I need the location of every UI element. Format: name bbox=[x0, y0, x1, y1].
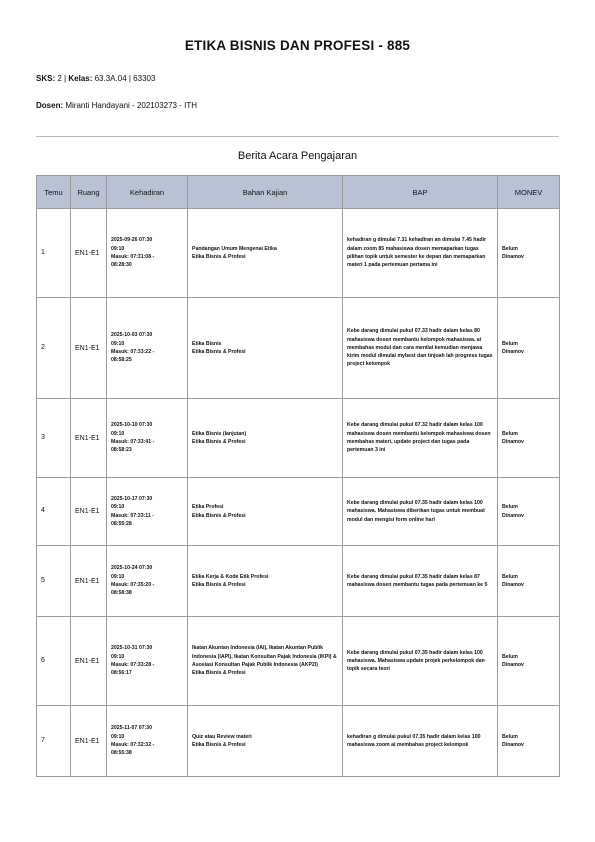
meeting-number: 1 bbox=[37, 209, 71, 298]
study-material: Etika Bisnis (lanjutan) Etika Bisnis & Profesi bbox=[188, 399, 343, 478]
kelas-label: Kelas bbox=[68, 74, 90, 83]
course-title: ETIKA BISNIS DAN PROFESI - 885 bbox=[184, 38, 411, 53]
course-info-line: SKS: 2 | Kelas: 63.3A.04 | 63303 bbox=[36, 74, 156, 83]
meeting-number: 4 bbox=[37, 478, 71, 546]
study-material: Etika Profesi Etika Bisnis & Profesi bbox=[188, 478, 343, 546]
sks-value: 2 bbox=[57, 74, 62, 83]
meeting-number: 5 bbox=[37, 546, 71, 617]
header-kehadiran: Kehadiran bbox=[107, 176, 188, 209]
header-bahan-kajian: Bahan Kajian bbox=[188, 176, 343, 209]
table-row bbox=[37, 209, 560, 298]
attendance: 2025-09-26 07:30 09:10 Masuk: 07:31:08 - 08:28:30 bbox=[107, 209, 188, 298]
attendance: 2025-11-07 07:30 09:10 Masuk: 07:32:32 - 08:55:38 bbox=[107, 706, 188, 777]
course-code: 63303 bbox=[133, 74, 156, 83]
table-row bbox=[37, 298, 560, 399]
header-temu: Temu bbox=[37, 176, 71, 209]
monev-status: Belum Dinamov bbox=[498, 399, 560, 478]
bap-notes: Kebe darang dimulai pukul 07.35 hadir dalam kelas 100 mahasiswa. Mahasiswa diberikan tugas untuk membuat modul dan mengisi form online hari bbox=[343, 478, 498, 546]
divider bbox=[36, 136, 559, 137]
dosen-label: Dosen bbox=[36, 101, 61, 110]
header-monev: MONEV bbox=[498, 176, 560, 209]
dosen-value: Miranti Handayani - 202103273 - ITH bbox=[65, 101, 197, 110]
study-material: Ikatan Akuntan Indonesia (IAI), Ikatan Akuntan Publik Indonesia (IAPI), Ikatan Konsultan Pajak Indonesia (IKPI) & Asosiasi Konsultan Pajak Publik Indonesia (AKP2I) Etika Bisnis & Profesi bbox=[188, 617, 343, 706]
study-material: Etika Kerja & Kode Etik Profesi Etika Bisnis & Profesi bbox=[188, 546, 343, 617]
study-material: Quiz atau Review materi Etika Bisnis & Profesi bbox=[188, 706, 343, 777]
header-bap: BAP bbox=[343, 176, 498, 209]
study-material: Etika Bisnis Etika Bisnis & Profesi bbox=[188, 298, 343, 399]
bap-notes: Kebe darang dimulai pukul 07.35 hadir dalam kelas 87 mahasiswa dosen membantu tugas pada pertemuan ke 5 bbox=[343, 546, 498, 617]
study-material: Pandangan Umum Mengenai Etika Etika Bisnis & Profesi bbox=[188, 209, 343, 298]
meeting-number: 3 bbox=[37, 399, 71, 478]
table-row bbox=[37, 478, 560, 546]
attendance: 2025-10-17 07:30 09:10 Masuk: 07:33:11 - 08:55:28 bbox=[107, 478, 188, 546]
room: EN1-E1 bbox=[71, 209, 107, 298]
section-title: Berita Acara Pengajaran bbox=[237, 150, 358, 162]
attendance: 2025-10-03 07:30 09:10 Masuk: 07:33:22 - 08:58:25 bbox=[107, 298, 188, 399]
room: EN1-E1 bbox=[71, 617, 107, 706]
room: EN1-E1 bbox=[71, 478, 107, 546]
room: EN1-E1 bbox=[71, 298, 107, 399]
meeting-number: 6 bbox=[37, 617, 71, 706]
attendance: 2025-10-24 07:30 09:10 Masuk: 07:35:20 - 08:58:38 bbox=[107, 546, 188, 617]
monev-status: Belum Dinamov bbox=[498, 298, 560, 399]
meeting-number: 7 bbox=[37, 706, 71, 777]
attendance: 2025-10-31 07:30 09:10 Masuk: 07:33:28 - 08:56:17 bbox=[107, 617, 188, 706]
room: EN1-E1 bbox=[71, 546, 107, 617]
table-row bbox=[37, 546, 560, 617]
monev-status: Belum Dinamov bbox=[498, 546, 560, 617]
attendance: 2025-10-10 07:30 09:10 Masuk: 07:33:41 - 08:58:23 bbox=[107, 399, 188, 478]
teaching-report-table bbox=[36, 175, 560, 777]
table-row bbox=[37, 399, 560, 478]
bap-notes: kehadiran g dimulai 7.31 kehadiran an dimulai 7.45 hadir dalam zoom 85 mahasiswa dosen memaparkan tugas pilihan topik untuk semester ke depan dan memaparkan materi 1 pada pertemuan pertama ini bbox=[343, 209, 498, 298]
monev-status: Belum Dinamov bbox=[498, 706, 560, 777]
bap-notes: Kebe darang dimulai pukul 07.33 hadir dalam kelas 80 mahasiswa dosen membantu kelompok mahasiswa. ai membahas modul dan cara menilai kemudian menjawa kirim modul dimulai mybest dan tinjoah lah progress tugas project kelompok bbox=[343, 298, 498, 399]
monev-status: Belum Dinamov bbox=[498, 478, 560, 546]
lecturer-line: Dosen: Miranti Handayani - 202103273 - ITH bbox=[36, 101, 197, 110]
bap-notes: kehadiran g dimulai pukul 07.35 hadir dalam kelas 100 mahasiswa zoom ai membahas project kelompok bbox=[343, 706, 498, 777]
room: EN1-E1 bbox=[71, 399, 107, 478]
monev-status: Belum Dinamov bbox=[498, 209, 560, 298]
header-ruang: Ruang bbox=[71, 176, 107, 209]
sks-label: SKS bbox=[36, 74, 53, 83]
table-header-row bbox=[37, 176, 560, 209]
monev-status: Belum Dinamov bbox=[498, 617, 560, 706]
table-row bbox=[37, 617, 560, 706]
kelas-value: 63.3A.04 bbox=[94, 74, 127, 83]
room: EN1-E1 bbox=[71, 706, 107, 777]
bap-notes: Kebe darang dimulai pukul 07.35 hadir dalam kelas 100 mahasiswa. Mahasiswa update projek perkelompok dan topik secara teori bbox=[343, 617, 498, 706]
meeting-number: 2 bbox=[37, 298, 71, 399]
table-row bbox=[37, 706, 560, 777]
bap-notes: Kebe darang dimulai pukul 07.32 hadir dalam kelas 100 mahasiswa dosen membantu kelompok mahasiswa dosen membahas materi, update project dan tugas pada pertemuan 3 ini bbox=[343, 399, 498, 478]
